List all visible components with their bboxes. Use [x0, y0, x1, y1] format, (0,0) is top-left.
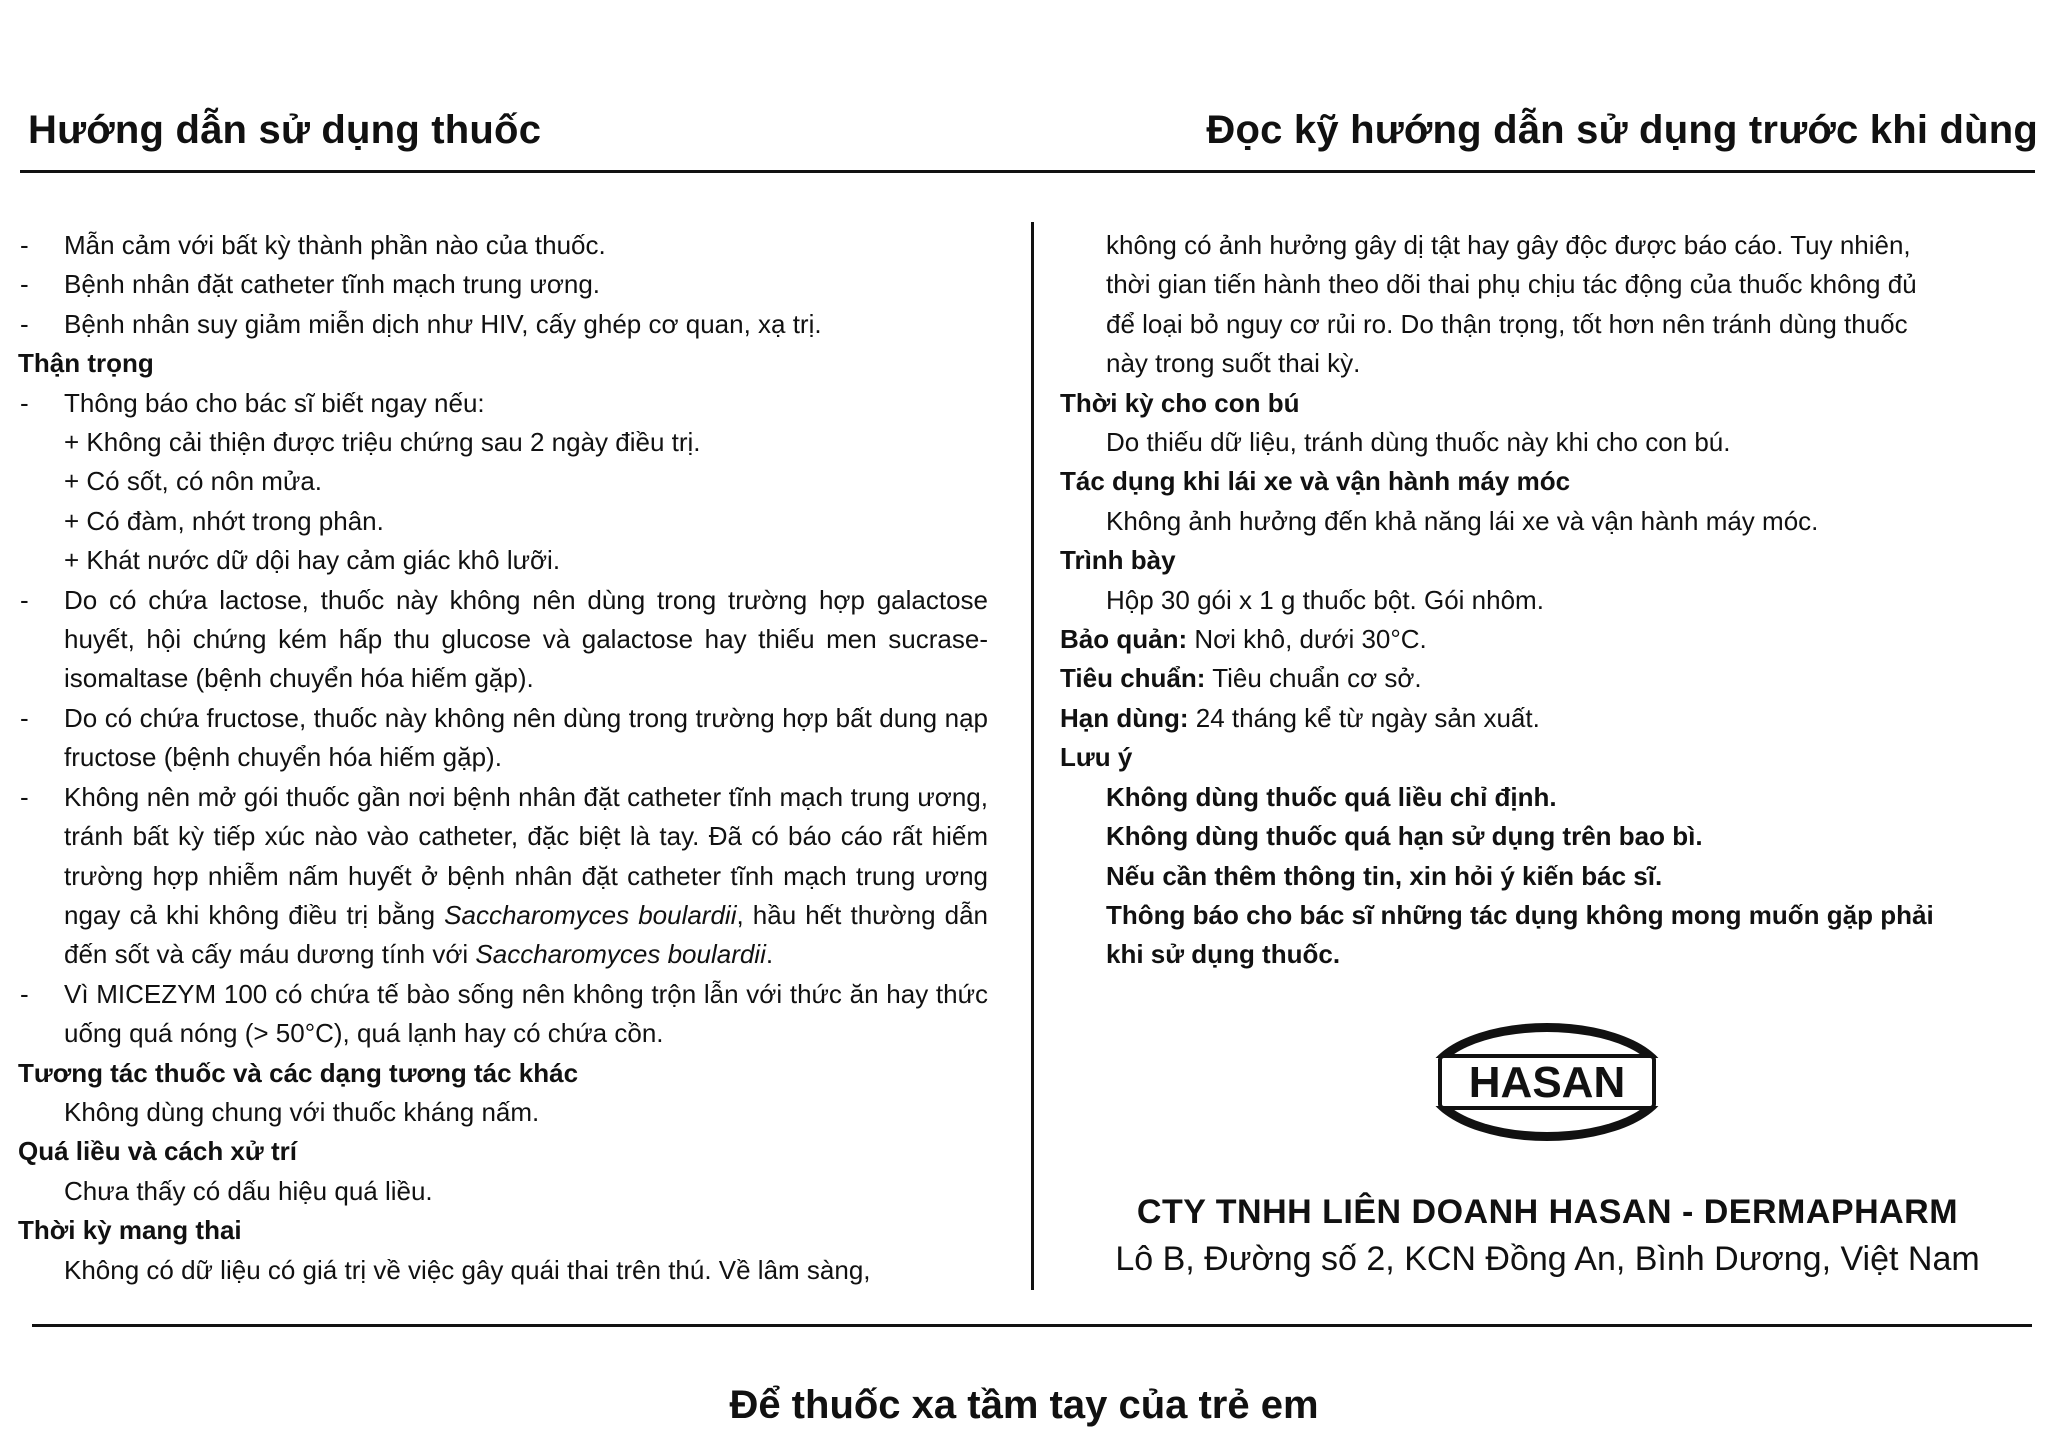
pregnancy-continued: không có ảnh hưởng gây dị tật hay gây độc được báo cáo. Tuy nhiên,	[1106, 230, 1911, 260]
notify-sub-item: + Có đàm, nhớt trong phân.	[64, 505, 384, 536]
contraindication-item: - Mẫn cảm với bất kỳ thành phần nào của thuốc.	[20, 230, 606, 260]
note-heading: Lưu ý	[1060, 742, 1133, 773]
species-name: Saccharomyces boulardii	[475, 939, 766, 970]
storage-line	[1060, 620, 2035, 659]
company-address: Lô B, Đường số 2, KCN Đồng An, Bình Dương, Việt Nam	[1115, 1240, 1980, 1278]
standard-line	[1060, 659, 2035, 698]
driving-text: Không ảnh hưởng đến khả năng lái xe và vận hành máy móc.	[1106, 505, 1819, 536]
hasan-logo	[1422, 1020, 1672, 1144]
overdose-text: Chưa thấy có dấu hiệu quá liều.	[64, 1175, 433, 1206]
interaction-heading: Tương tác thuốc và các dạng tương tác khác	[18, 1057, 579, 1088]
lactose-caution: - Do có chứa lactose, thuốc này không nên dùng trong trường hợp galactose huyết, hội chứng kém hấp thu glucose và galactose hay thiếu men sucrase-isomaltase (bệnh chuyển hóa hiếm gặp).	[20, 584, 988, 694]
logo-text: HASAN	[1468, 1058, 1626, 1107]
bottom-rule	[32, 1324, 2032, 1327]
expiry-line	[1060, 699, 2035, 738]
keep-away-warning: Để thuốc xa tầm tay của trẻ em	[729, 1383, 1319, 1427]
lactation-heading: Thời kỳ cho con bú	[1060, 387, 1300, 418]
left-column	[18, 226, 988, 1290]
fructose-caution: - Do có chứa fructose, thuốc này không nên dùng trong trường hợp bất dung nạp fructose (bệnh chuyển hóa hiếm gặp).	[20, 702, 988, 773]
column-divider	[1031, 222, 1034, 1290]
note-item: khi sử dụng thuốc.	[1106, 939, 1341, 970]
standard-value: Tiêu chuẩn cơ sở.	[1205, 663, 1422, 694]
presentation-text: Hộp 30 gói x 1 g thuốc bột. Gói nhôm.	[1106, 584, 1544, 615]
pregnancy-heading: Thời kỳ mang thai	[18, 1215, 242, 1246]
notify-sub-item: + Khát nước dữ dội hay cảm giác khô lưỡi.	[64, 545, 561, 576]
caution-heading: Thận trọng	[18, 348, 154, 379]
leaflet-title-left: Hướng dẫn sử dụng thuốc	[28, 108, 542, 152]
driving-heading: Tác dụng khi lái xe và vận hành máy móc	[1060, 466, 1571, 497]
interaction-text: Không dùng chung với thuốc kháng nấm.	[64, 1096, 540, 1127]
lactation-text: Do thiếu dữ liệu, tránh dùng thuốc này khi cho con bú.	[1106, 427, 1731, 458]
micezym-caution: - Vì MICEZYM 100 có chứa tế bào sống nên không trộn lẫn với thức ăn hay thức uống quá nóng (> 50°C), quá lạnh hay có chứa cồn.	[20, 978, 988, 1049]
pregnancy-continued: thời gian tiến hành theo dõi thai phụ chịu tác động của thuốc không đủ	[1106, 269, 1917, 300]
note-item: Không dùng thuốc quá hạn sử dụng trên bao bì.	[1106, 821, 1703, 852]
right-column	[1060, 226, 2035, 975]
note-item: Nếu cần thêm thông tin, xin hỏi ý kiến bác sĩ.	[1106, 860, 1663, 891]
notify-sub-item: + Có sốt, có nôn mửa.	[64, 466, 323, 497]
leaflet-title-right: Đọc kỹ hướng dẫn sử dụng trước khi dùng	[1206, 108, 2038, 152]
storage-value: Nơi khô, dưới 30°C.	[1187, 624, 1427, 655]
catheter-caution: - Không nên mở gói thuốc gần nơi bệnh nhân đặt catheter tĩnh mạch trung ương, tránh bất kỳ tiếp xúc nào vào catheter, đặc biệt là tay. Đã có báo cáo rất hiếm trường hợp nhiễm nấm huyết ở bệnh nhân đặt catheter tĩnh mạch trung ương ngay cả khi không điều trị bằng Saccharomyces boulardii, hầu hết thường dẫn đến sốt và cấy máu dương tính với Saccharomyces boulardii.	[20, 781, 988, 970]
pregnancy-continued: để loại bỏ nguy cơ rủi ro. Do thận trọng, tốt hơn nên tránh dùng thuốc	[1106, 308, 1908, 339]
notify-sub-item: + Không cải thiện được triệu chứng sau 2 ngày điều trị.	[64, 427, 701, 458]
top-rule	[20, 170, 2035, 173]
pregnancy-continued: này trong suốt thai kỳ.	[1106, 348, 1361, 379]
notify-doctor-item: - Thông báo cho bác sĩ biết ngay nếu:	[20, 387, 485, 418]
species-name: Saccharomyces boulardii	[444, 899, 737, 930]
storage-label: Bảo quản:	[1060, 624, 1188, 655]
presentation-heading: Trình bày	[1060, 545, 1176, 576]
overdose-heading: Quá liều và cách xử trí	[18, 1136, 297, 1167]
contraindication-item: - Bệnh nhân suy giảm miễn dịch như HIV, cấy ghép cơ quan, xạ trị.	[20, 308, 822, 339]
pregnancy-text: Không có dữ liệu có giá trị về việc gây quái thai trên thú. Về lâm sàng,	[64, 1254, 871, 1285]
expiry-value: 24 tháng kể từ ngày sản xuất.	[1188, 702, 1540, 733]
expiry-label: Hạn dùng:	[1060, 702, 1189, 733]
contraindication-item: - Bệnh nhân đặt catheter tĩnh mạch trung ương.	[20, 269, 601, 300]
company-name: CTY TNHH LIÊN DOANH HASAN - DERMAPHARM	[1136, 1193, 1959, 1231]
note-item: Không dùng thuốc quá liều chỉ định.	[1106, 781, 1557, 812]
note-item: Thông báo cho bác sĩ những tác dụng không mong muốn gặp phải	[1106, 899, 1934, 930]
standard-label: Tiêu chuẩn:	[1060, 663, 1206, 694]
